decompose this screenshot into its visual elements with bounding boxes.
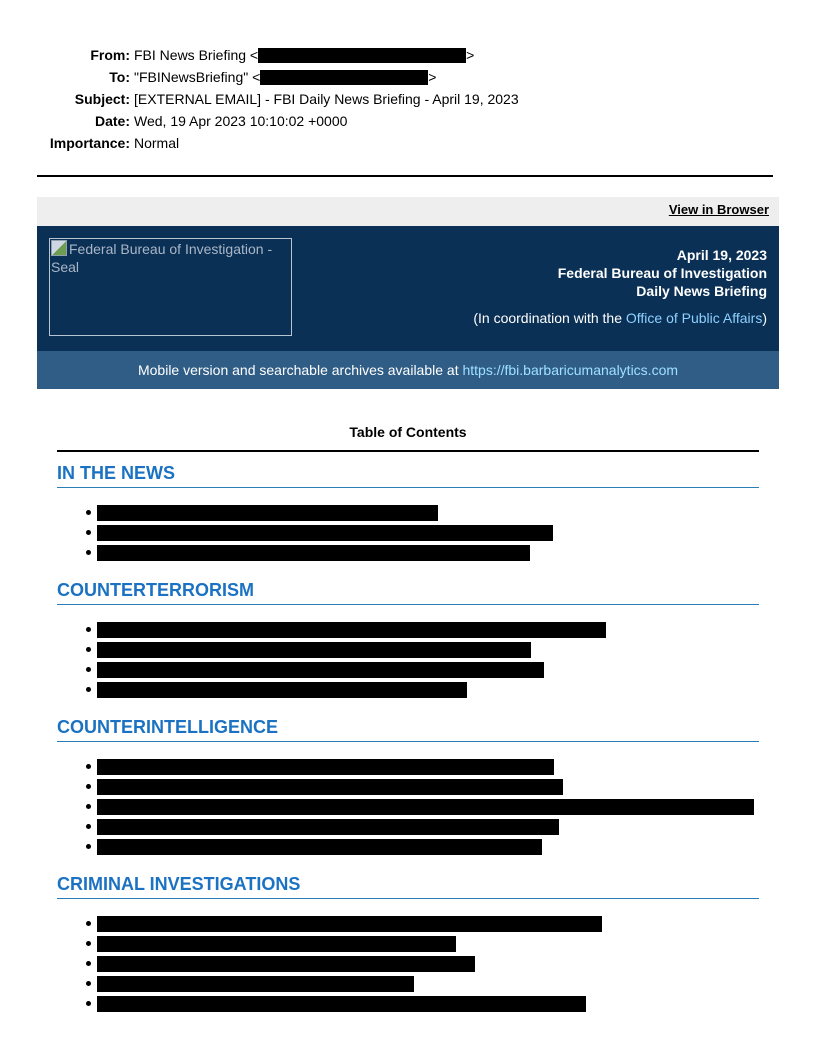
toc-item[interactable] — [57, 914, 759, 934]
mobile-text: Mobile version and searchable archives available at — [137, 362, 463, 378]
toc-item[interactable] — [57, 660, 759, 680]
toc-divider — [57, 450, 759, 452]
bullet — [86, 627, 91, 632]
redaction-block — [97, 545, 530, 561]
toc-item[interactable] — [57, 503, 759, 523]
email-header — [40, 44, 519, 154]
redaction-block — [97, 916, 602, 932]
to-name: "FBINewsBriefing" < — [134, 69, 261, 85]
section-heading: IN THE NEWS — [57, 463, 176, 483]
to-label: To: — [109, 69, 130, 85]
section-counterterrorism — [57, 576, 759, 700]
mobile-archive-bar — [37, 351, 779, 389]
toc-item[interactable] — [57, 523, 759, 543]
bullet — [86, 981, 91, 986]
toc-item[interactable] — [57, 620, 759, 640]
redaction-block — [97, 996, 586, 1012]
section-heading: CRIMINAL INVESTIGATIONS — [57, 874, 301, 894]
bullet — [86, 764, 91, 769]
section-heading: COUNTERINTELLIGENCE — [57, 717, 279, 737]
subject-value: [EXTERNAL EMAIL] - FBI Daily News Briefing - April 19, 2023 — [134, 91, 519, 107]
top-bar — [37, 197, 779, 226]
toc-title: Table of Contents — [349, 424, 467, 440]
redaction-block — [97, 936, 456, 952]
from-row — [40, 44, 519, 66]
from-name: FBI News Briefing < — [134, 47, 259, 63]
section-in-the-news — [57, 459, 759, 563]
redaction-block — [97, 976, 414, 992]
to-row — [40, 66, 519, 88]
archive-link[interactable]: https://fbi.barbaricumanalytics.com — [462, 362, 679, 378]
bullet — [86, 784, 91, 789]
redaction-block — [97, 505, 438, 521]
toc-list — [57, 757, 759, 857]
from-label: From: — [90, 47, 130, 63]
toc-item[interactable] — [57, 974, 759, 994]
section-divider — [57, 604, 759, 605]
bullet — [86, 510, 91, 515]
coordination-note — [473, 310, 767, 326]
redaction-block — [258, 48, 466, 63]
redaction-block — [97, 819, 559, 835]
redaction-block — [97, 799, 754, 815]
toc-item[interactable] — [57, 817, 759, 837]
section-divider — [57, 741, 759, 742]
from-value — [134, 44, 474, 66]
toc-item[interactable] — [57, 994, 759, 1014]
redaction-block — [97, 839, 542, 855]
bullet — [86, 550, 91, 555]
bullet — [86, 687, 91, 692]
section-divider — [57, 487, 759, 488]
briefing-title: Daily News Briefing — [636, 283, 767, 299]
toc-item[interactable] — [57, 543, 759, 563]
from-end: > — [466, 47, 475, 63]
importance-row — [40, 132, 519, 154]
section-heading: COUNTERTERRORISM — [57, 580, 254, 600]
toc-item[interactable] — [57, 934, 759, 954]
broken-image-icon — [51, 240, 67, 256]
importance-value: Normal — [134, 135, 180, 151]
toc-item[interactable] — [57, 777, 759, 797]
coord-prefix: (In coordination with the — [473, 310, 626, 326]
to-end: > — [428, 69, 437, 85]
opa-link[interactable]: Office of Public Affairs — [625, 310, 763, 326]
briefing-date: April 19, 2023 — [676, 247, 767, 263]
bullet — [86, 1001, 91, 1006]
coord-suffix: ) — [762, 310, 767, 326]
redaction-block — [97, 642, 531, 658]
redaction-block — [97, 662, 544, 678]
section-criminal-investigations — [57, 870, 759, 1014]
bullet — [86, 824, 91, 829]
section-counterintelligence — [57, 713, 759, 857]
fbi-seal-image — [49, 238, 292, 336]
briefing-banner — [37, 226, 779, 351]
seal-alt-text: Federal Bureau of Investigation - Seal — [51, 241, 273, 275]
bullet — [86, 844, 91, 849]
toc-item[interactable] — [57, 640, 759, 660]
bullet — [86, 647, 91, 652]
subject-row — [40, 88, 519, 110]
header-divider — [37, 175, 773, 177]
toc-list — [57, 503, 759, 563]
view-in-browser-link[interactable]: View in Browser — [668, 202, 769, 217]
subject-label: Subject: — [74, 91, 130, 107]
bullet — [86, 667, 91, 672]
redaction-block — [97, 759, 554, 775]
toc-item[interactable] — [57, 757, 759, 777]
toc-item[interactable] — [57, 837, 759, 857]
date-row — [40, 110, 519, 132]
bullet — [86, 921, 91, 926]
redaction-block — [97, 682, 467, 698]
banner-titles — [558, 246, 767, 300]
redaction-block — [97, 956, 475, 972]
redaction-block — [260, 70, 428, 85]
date-label: Date: — [94, 113, 130, 129]
bullet — [86, 961, 91, 966]
redaction-block — [97, 525, 553, 541]
redaction-block — [97, 779, 563, 795]
bullet — [86, 530, 91, 535]
org-name: Federal Bureau of Investigation — [557, 265, 767, 281]
redaction-block — [97, 622, 606, 638]
toc-item[interactable] — [57, 797, 759, 817]
section-divider — [57, 898, 759, 899]
bullet — [86, 941, 91, 946]
bullet — [86, 804, 91, 809]
toc-list — [57, 620, 759, 700]
toc-item[interactable] — [57, 954, 759, 974]
toc-item[interactable] — [57, 680, 759, 700]
to-value — [134, 66, 436, 88]
date-value: Wed, 19 Apr 2023 10:10:02 +0000 — [134, 113, 348, 129]
toc-list — [57, 914, 759, 1014]
importance-label: Importance: — [49, 135, 130, 151]
